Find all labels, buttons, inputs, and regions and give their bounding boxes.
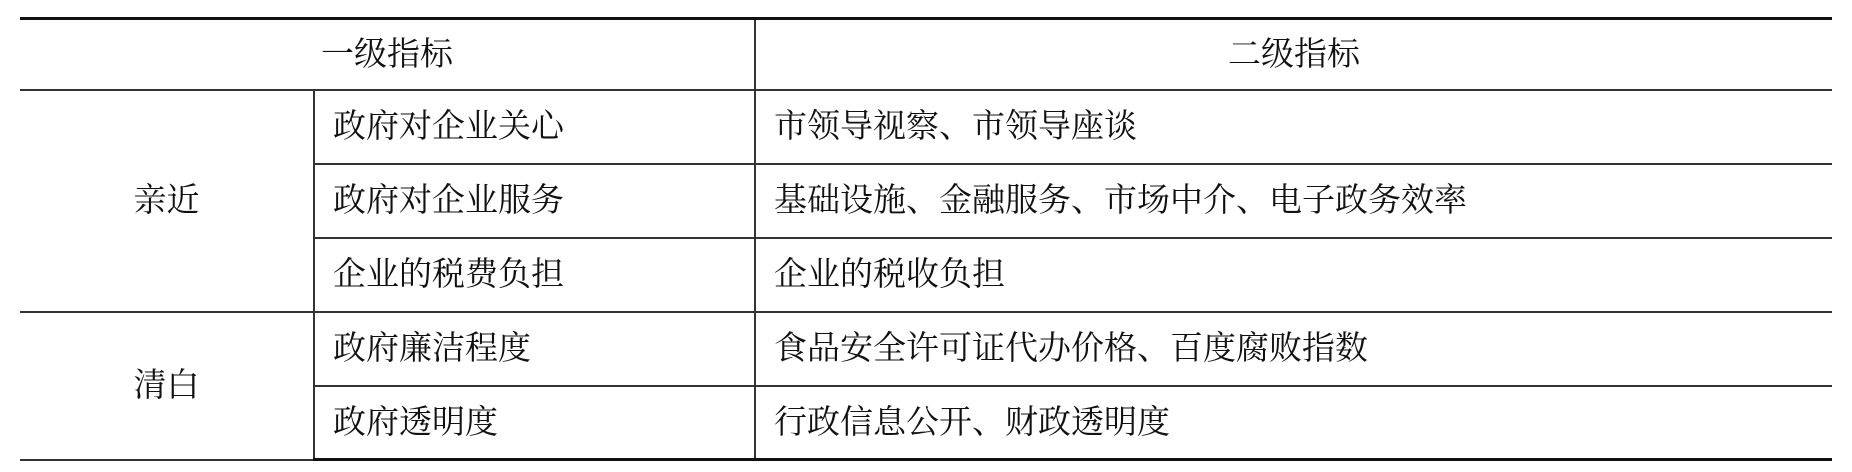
header-level2: 二级指标 <box>755 19 1832 90</box>
sub-indicator: 政府对企业关心 <box>314 90 755 164</box>
sub-indicator: 政府透明度 <box>314 386 755 460</box>
header-level1: 一级指标 <box>20 19 755 90</box>
table-row <box>20 312 1832 386</box>
indicator-table-container <box>20 17 1832 461</box>
sub-indicator: 政府对企业服务 <box>314 164 755 238</box>
secondary-indicator: 行政信息公开、财政透明度 <box>755 386 1832 460</box>
secondary-indicator: 市领导视察、市领导座谈 <box>755 90 1832 164</box>
table-row <box>20 90 1832 164</box>
sub-indicator: 企业的税费负担 <box>314 238 755 312</box>
secondary-indicator: 食品安全许可证代办价格、百度腐败指数 <box>755 312 1832 386</box>
sub-indicator: 政府廉洁程度 <box>314 312 755 386</box>
group-label-qingbai: 清白 <box>20 312 314 460</box>
indicator-table <box>20 17 1832 461</box>
group-label-qinjin: 亲近 <box>20 90 314 312</box>
secondary-indicator: 基础设施、金融服务、市场中介、电子政务效率 <box>755 164 1832 238</box>
secondary-indicator: 企业的税收负担 <box>755 238 1832 312</box>
header-row <box>20 19 1832 90</box>
